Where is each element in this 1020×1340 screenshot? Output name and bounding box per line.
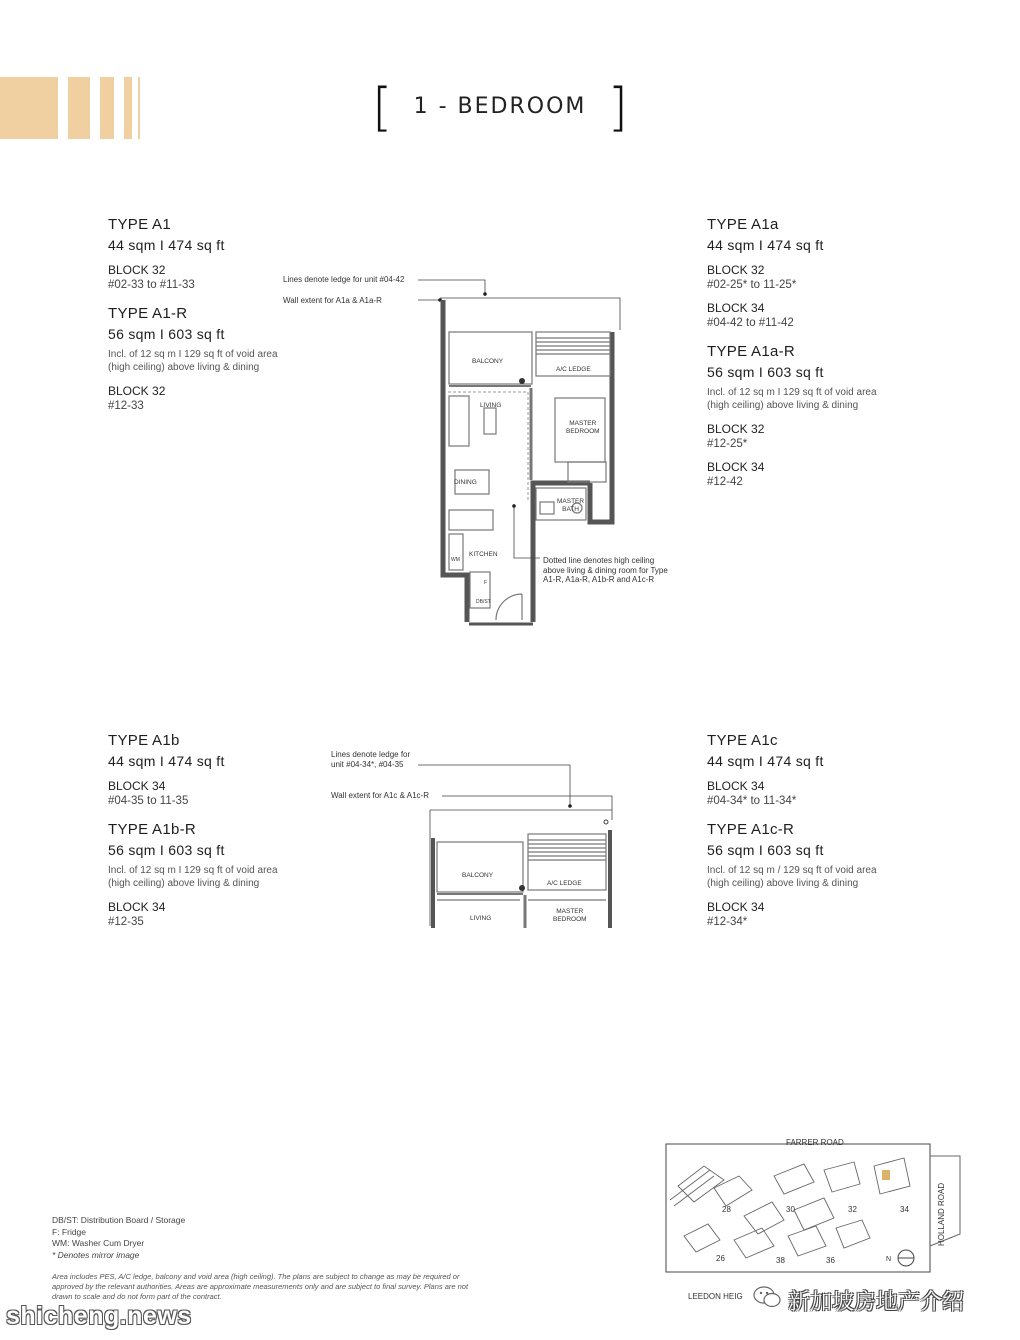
watermark-right: 新加坡房地产介绍 [788, 1289, 965, 1314]
block-label: BLOCK 32 [108, 384, 166, 398]
unit-area: 56 sqm I 603 sq ft [707, 364, 824, 380]
callout-ledge-label: Lines denote ledge for unit #04-34*, #04-35 [331, 750, 411, 769]
room-label-master-bath: MASTER BATH [557, 498, 585, 513]
legend-item: DB/ST: Distribution Board / Storage [52, 1215, 186, 1225]
unit-area: 44 sqm I 474 sq ft [108, 237, 225, 253]
unit-range: #12-33 [108, 400, 144, 412]
wechat-icon [752, 1284, 782, 1310]
unit-range: #04-42 to #11-42 [707, 317, 794, 329]
block-number: 30 [786, 1205, 795, 1214]
room-label-ac-ledge: A/C LEDGE [547, 880, 582, 887]
room-label-fridge: F [484, 580, 488, 586]
road-label-farrer: FARRER ROAD [786, 1138, 844, 1147]
callout-wall-label: Wall extent for A1c & A1c-R [331, 791, 429, 800]
callout-ledge-label: Lines denote ledge for unit #04-42 [283, 275, 405, 284]
disclaimer: Area includes PES, A/C ledge, balcony and void area (high ceiling). The plans are subject to change as may be required or approved by the relevant authorities. Areas are approximate measurements only and are subject to final survey. Plans are not drawn to scale and do not form part of the contract. [52, 1272, 469, 1301]
unit-range: #12-34* [707, 916, 748, 928]
site-plan [664, 1136, 964, 1306]
block-label: BLOCK 32 [108, 263, 166, 277]
block-label: BLOCK 34 [707, 779, 765, 793]
room-label-dining: DINING [454, 479, 477, 486]
block-label: BLOCK 34 [707, 460, 765, 474]
block-number: 26 [716, 1254, 725, 1263]
unit-range: #02-33 to #11-33 [108, 279, 195, 291]
room-label-living: LIVING [480, 402, 502, 409]
unit-range: #12-42 [707, 476, 743, 488]
callout-wall-label: Wall extent for A1a & A1a-R [283, 296, 382, 305]
room-label-kitchen: KITCHEN [469, 551, 498, 558]
void-note: Incl. of 12 sq m / 129 sq ft of void area (high ceiling) above living & dining [707, 865, 877, 889]
unit-area: 44 sqm I 474 sq ft [707, 237, 824, 253]
unit-range: #04-35 to 11-35 [108, 795, 189, 807]
unit-type: TYPE A1a-R [707, 343, 796, 360]
void-note: Incl. of 12 sq m I 129 sq ft of void area (high ceiling) above living & dining [707, 387, 877, 411]
legend-item: WM: Washer Cum Dryer [52, 1238, 145, 1248]
road-label-leedon: LEEDON HEIG [688, 1292, 743, 1301]
void-note: Incl. of 12 sq m I 129 sq ft of void area (high ceiling) above living & dining [108, 349, 278, 373]
unit-type: TYPE A1a [707, 216, 779, 233]
block-label: BLOCK 34 [707, 900, 765, 914]
title-text: 1 - BEDROOM [413, 94, 587, 119]
room-label-master-bedroom: MASTER BEDROOM [553, 908, 587, 923]
block-number: 36 [826, 1256, 835, 1265]
unit-area: 44 sqm I 474 sq ft [707, 753, 824, 769]
room-label-living: LIVING [470, 915, 492, 922]
unit-range: #12-25* [707, 438, 748, 450]
road-label-holland: HOLLAND ROAD [937, 1182, 946, 1246]
unit-area: 56 sqm I 603 sq ft [108, 326, 225, 342]
room-label-master-bedroom: MASTER BEDROOM [566, 420, 600, 435]
unit-range: #12-35 [108, 916, 144, 928]
unit-range: #02-25* to 11-25* [707, 279, 797, 291]
unit-type: TYPE A1c [707, 732, 778, 749]
block-number: 32 [848, 1205, 857, 1214]
block-label: BLOCK 34 [108, 900, 166, 914]
legend [52, 1215, 185, 1261]
unit-area: 56 sqm I 603 sq ft [108, 842, 225, 858]
block-label: BLOCK 34 [707, 301, 765, 315]
watermark-left: shicheng.news [6, 1302, 192, 1330]
room-label-ac-ledge: A/C LEDGE [556, 366, 591, 373]
void-note: Incl. of 12 sq m I 129 sq ft of void area (high ceiling) above living & dining [108, 865, 278, 889]
block-number: 34 [900, 1205, 909, 1214]
unit-type: TYPE A1c-R [707, 821, 795, 838]
dotted-line-note: Dotted line denotes high ceiling above living & dining room for Type A1-R, A1a-R, A1b-R and A1c-R [543, 556, 668, 584]
legend-item: F: Fridge [52, 1226, 87, 1237]
block-label: BLOCK 32 [707, 263, 765, 277]
callout-line [418, 280, 485, 296]
unit-type: TYPE A1 [108, 216, 171, 233]
room-label-db: DB/ST [476, 599, 491, 605]
room-label-wm: WM [451, 557, 460, 563]
block-label: BLOCK 34 [108, 779, 166, 793]
floor-plan-a1b [0, 740, 1020, 940]
unit-range: #04-34* to 11-34* [707, 795, 797, 807]
block-label: BLOCK 32 [707, 422, 765, 436]
north-label: N [886, 1256, 892, 1263]
unit-type: TYPE A1b [108, 732, 180, 749]
title-bracket-close: ] [607, 78, 628, 138]
block-number: 38 [776, 1256, 785, 1265]
legend-item: * Denotes mirror image [52, 1249, 140, 1260]
unit-area: 56 sqm I 603 sq ft [707, 842, 824, 858]
block-number: 28 [722, 1205, 731, 1214]
unit-type: TYPE A1-R [108, 305, 188, 322]
room-label-balcony: BALCONY [472, 358, 504, 365]
unit-type: TYPE A1b-R [108, 821, 197, 838]
title-bracket-open: [ [372, 78, 393, 138]
unit-area: 44 sqm I 474 sq ft [108, 753, 225, 769]
room-label-balcony: BALCONY [462, 872, 494, 879]
